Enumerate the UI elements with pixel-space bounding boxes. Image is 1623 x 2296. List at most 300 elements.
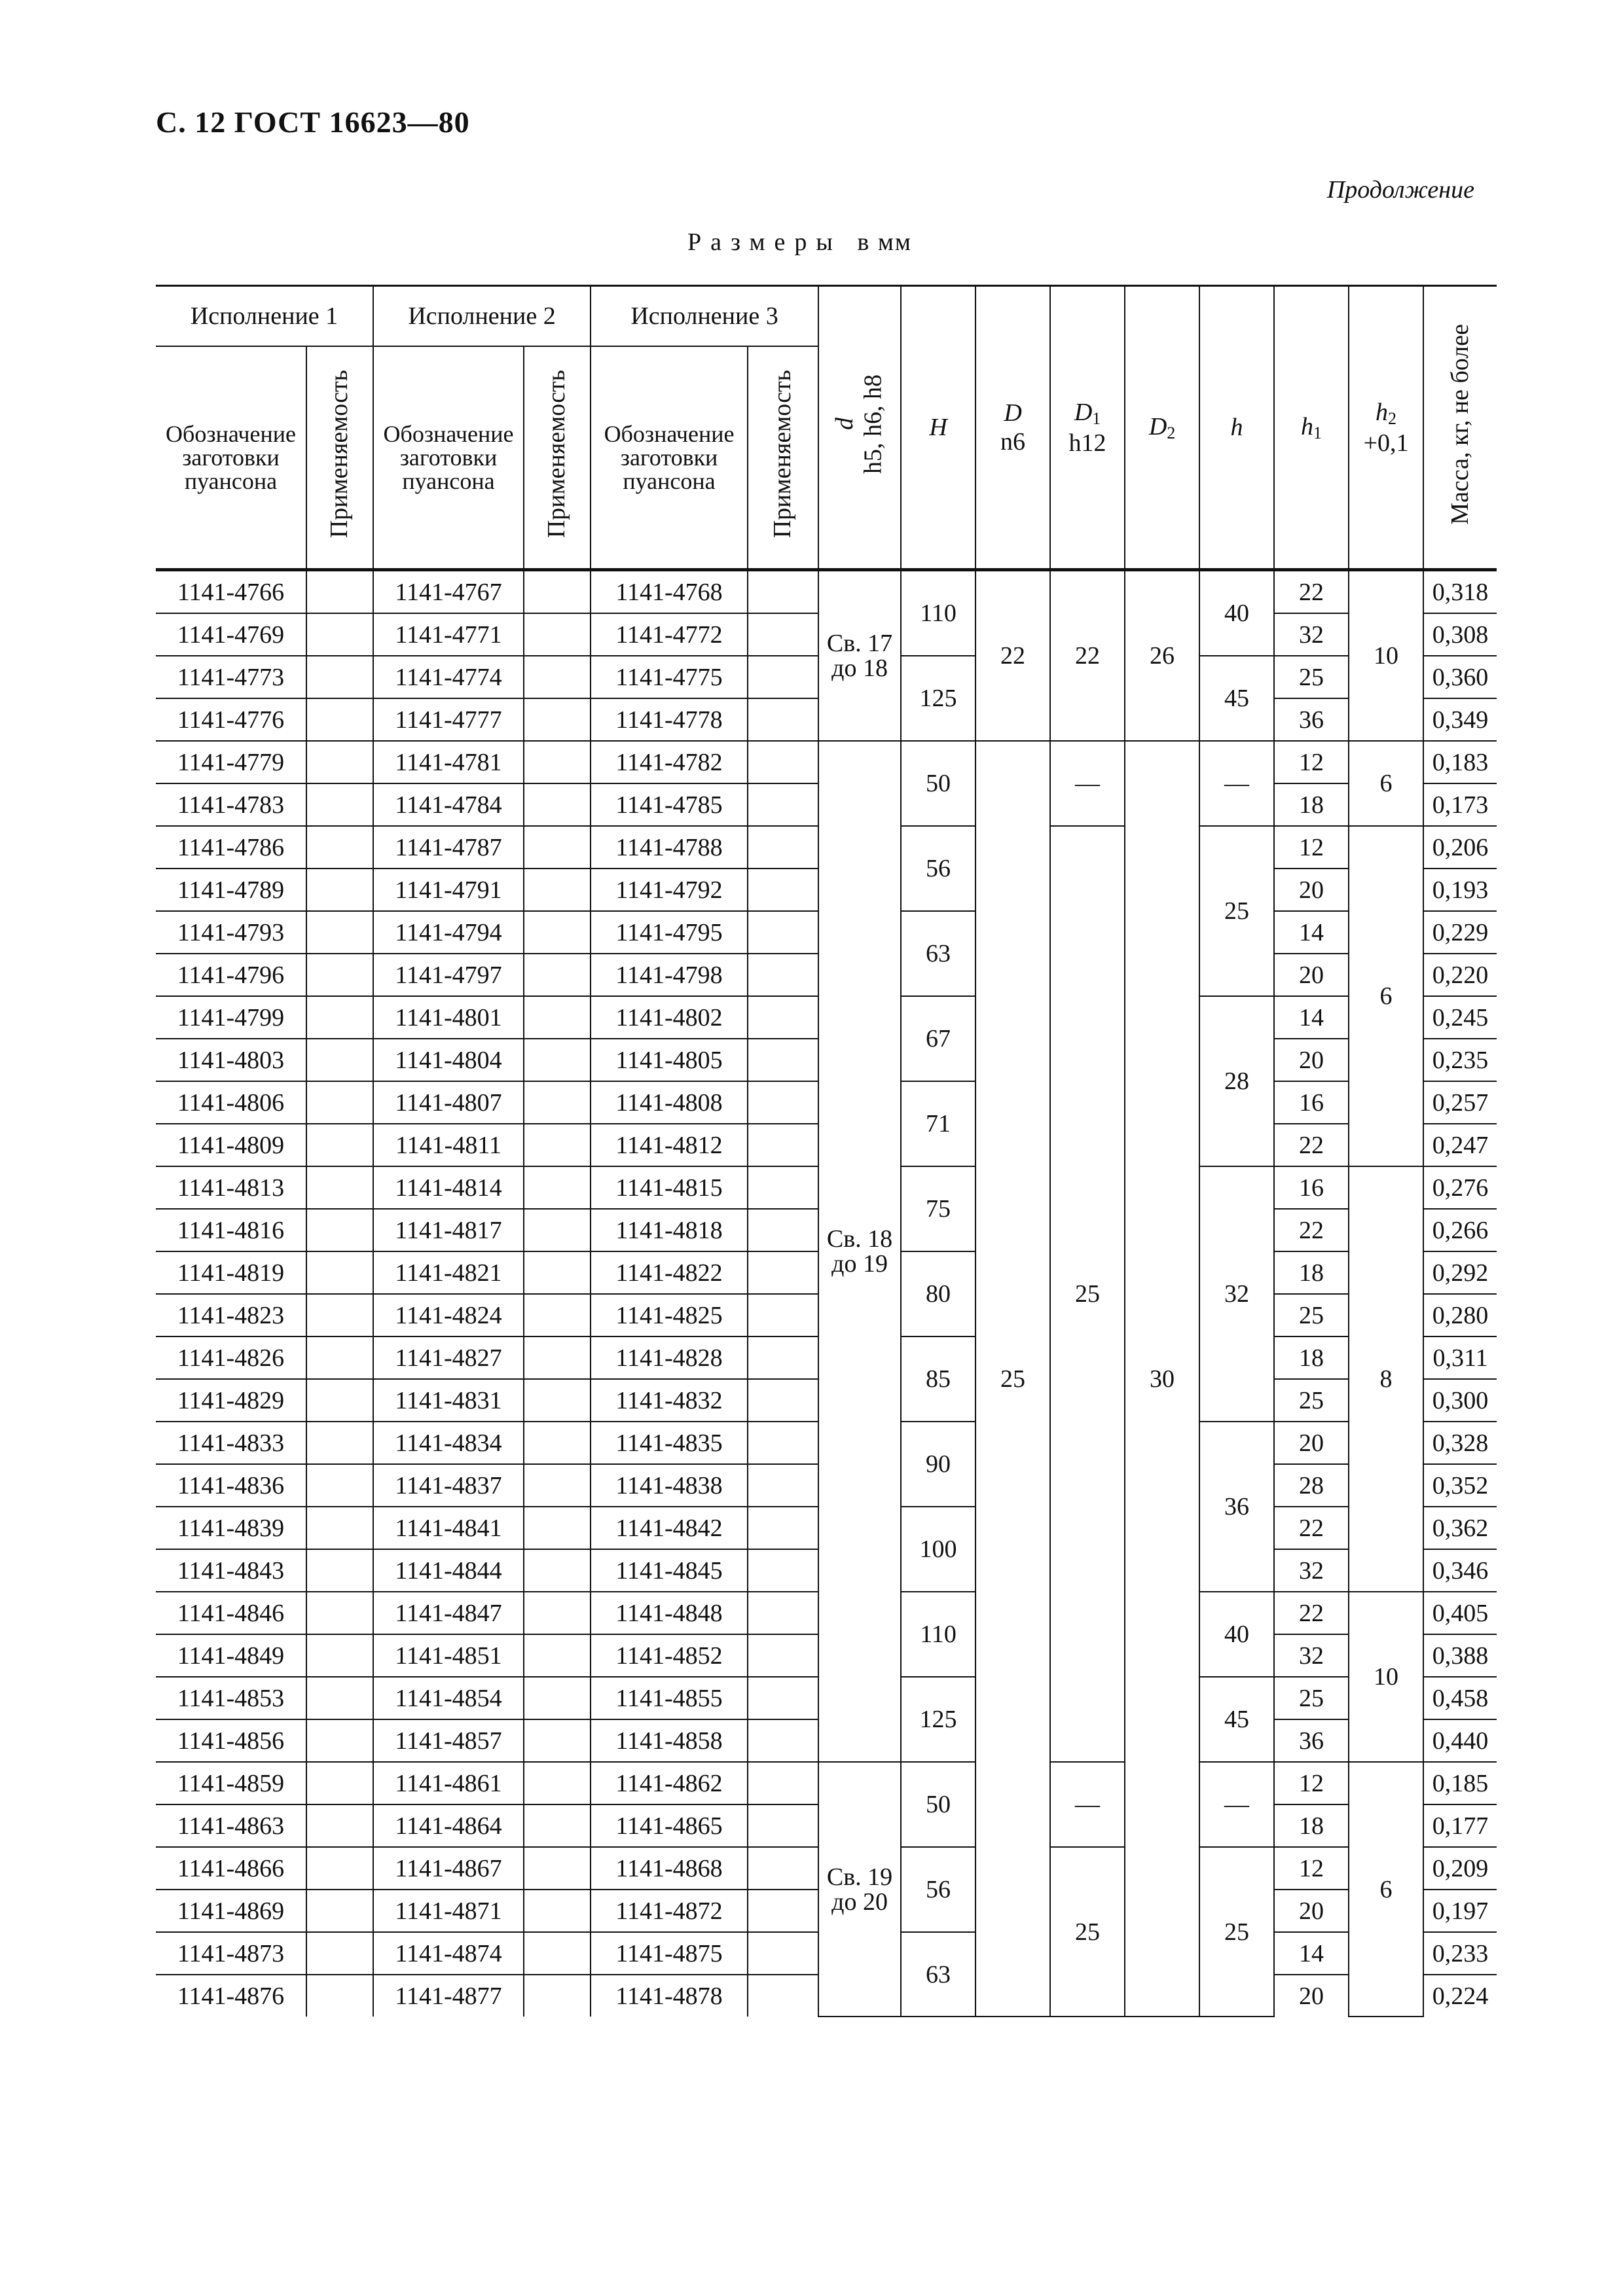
- designation-exec2: 1141-4844: [373, 1549, 524, 1592]
- designation-exec3: 1141-4858: [591, 1719, 748, 1762]
- applicability-exec1: [306, 869, 373, 911]
- designation-exec2: 1141-4771: [373, 613, 524, 656]
- applicability-exec2: [524, 1847, 591, 1890]
- applicability-exec1: [306, 656, 373, 698]
- cell-H: 50: [901, 1762, 976, 1847]
- designation-exec1: 1141-4809: [156, 1124, 306, 1166]
- cell-H: 56: [901, 1847, 976, 1932]
- cell-h1: 25: [1274, 1677, 1349, 1719]
- applicability-exec2: [524, 1634, 591, 1677]
- designation-exec2: 1141-4774: [373, 656, 524, 698]
- designation-exec1: 1141-4839: [156, 1507, 306, 1549]
- cell-mass: 0,245: [1423, 996, 1497, 1039]
- applicability-exec1: [306, 1975, 373, 2017]
- applicability-exec3: [748, 1251, 818, 1294]
- cell-h1: 20: [1274, 1890, 1349, 1932]
- cell-mass: 0,458: [1423, 1677, 1497, 1719]
- cell-mass: 0,183: [1423, 741, 1497, 783]
- header-h1: $h_1$: [1274, 286, 1349, 570]
- applicability-exec1: [306, 1124, 373, 1166]
- applicability-exec1: [306, 1804, 373, 1847]
- applicability-exec3: [748, 1592, 818, 1634]
- cell-D: 22: [976, 570, 1050, 742]
- designation-exec3: 1141-4772: [591, 613, 748, 656]
- designation-exec2: 1141-4824: [373, 1294, 524, 1336]
- applicability-exec2: [524, 911, 591, 954]
- applicability-exec1: [306, 1294, 373, 1336]
- cell-h1: 32: [1274, 1634, 1349, 1677]
- cell-mass: 0,280: [1423, 1294, 1497, 1336]
- applicability-exec1: [306, 1209, 373, 1251]
- header-h2: $h_2$ +0,1: [1349, 286, 1423, 570]
- applicability-exec3: [748, 1762, 818, 1804]
- applicability-exec3: [748, 1209, 818, 1251]
- applicability-exec2: [524, 1890, 591, 1932]
- cell-h1: 28: [1274, 1464, 1349, 1507]
- table-row: [156, 1762, 1497, 1804]
- designation-exec3: 1141-4818: [591, 1209, 748, 1251]
- designation-exec2: 1141-4874: [373, 1932, 524, 1975]
- applicability-exec1: [306, 1634, 373, 1677]
- applicability-exec1: [306, 1422, 373, 1464]
- header-designation-3: Обозначение заготовки пуансона: [591, 346, 748, 570]
- applicability-exec1: [306, 1166, 373, 1209]
- designation-exec1: 1141-4779: [156, 741, 306, 783]
- header-designation-1: Обозначение заготовки пуансона: [156, 346, 306, 570]
- cell-mass: 0,173: [1423, 783, 1497, 826]
- designation-exec1: 1141-4876: [156, 1975, 306, 2017]
- applicability-exec3: [748, 1039, 818, 1081]
- applicability-exec1: [306, 1890, 373, 1932]
- applicability-exec3: [748, 1081, 818, 1124]
- designation-exec3: 1141-4828: [591, 1336, 748, 1379]
- applicability-exec2: [524, 1039, 591, 1081]
- cell-h: 25: [1199, 826, 1274, 996]
- applicability-exec3: [748, 1336, 818, 1379]
- applicability-exec2: [524, 1379, 591, 1422]
- cell-h1: 12: [1274, 1847, 1349, 1890]
- cell-h1: 12: [1274, 741, 1349, 783]
- applicability-exec1: [306, 1592, 373, 1634]
- cell-mass: 0,206: [1423, 826, 1497, 869]
- applicability-exec3: [748, 911, 818, 954]
- applicability-exec3: [748, 1677, 818, 1719]
- applicability-exec1: [306, 1081, 373, 1124]
- applicability-exec1: [306, 1336, 373, 1379]
- applicability-exec3: [748, 1549, 818, 1592]
- cell-H: 67: [901, 996, 976, 1081]
- applicability-exec2: [524, 1166, 591, 1209]
- applicability-exec1: [306, 1677, 373, 1719]
- applicability-exec2: [524, 1336, 591, 1379]
- applicability-exec2: [524, 613, 591, 656]
- applicability-exec3: [748, 1422, 818, 1464]
- designation-exec3: 1141-4792: [591, 869, 748, 911]
- applicability-exec2: [524, 1975, 591, 2017]
- designation-exec1: 1141-4803: [156, 1039, 306, 1081]
- cell-d: Св. 17 до 18: [818, 570, 901, 742]
- designation-exec1: 1141-4789: [156, 869, 306, 911]
- designation-exec1: 1141-4813: [156, 1166, 306, 1209]
- cell-mass: 0,276: [1423, 1166, 1497, 1209]
- cell-mass: 0,224: [1423, 1975, 1497, 2017]
- applicability-exec3: [748, 570, 818, 614]
- designation-exec1: 1141-4793: [156, 911, 306, 954]
- cell-D1: —: [1050, 1762, 1125, 1847]
- cell-H: 125: [901, 656, 976, 741]
- designation-exec2: 1141-4807: [373, 1081, 524, 1124]
- cell-mass: 0,257: [1423, 1081, 1497, 1124]
- cell-mass: 0,233: [1423, 1932, 1497, 1975]
- applicability-exec2: [524, 1464, 591, 1507]
- applicability-exec3: [748, 783, 818, 826]
- cell-mass: 0,311: [1423, 1336, 1497, 1379]
- designation-exec2: 1141-4837: [373, 1464, 524, 1507]
- applicability-exec1: [306, 1932, 373, 1975]
- designation-exec3: 1141-4782: [591, 741, 748, 783]
- cell-h1: 18: [1274, 1336, 1349, 1379]
- designation-exec2: 1141-4834: [373, 1422, 524, 1464]
- applicability-exec2: [524, 1251, 591, 1294]
- page-header: С. 12 ГОСТ 16623—80: [156, 105, 470, 139]
- applicability-exec2: [524, 1507, 591, 1549]
- cell-D1: 25: [1050, 1847, 1125, 2017]
- applicability-exec3: [748, 1294, 818, 1336]
- designation-exec1: 1141-4849: [156, 1634, 306, 1677]
- designation-exec1: 1141-4776: [156, 698, 306, 741]
- cell-h: —: [1199, 741, 1274, 826]
- designation-exec2: 1141-4781: [373, 741, 524, 783]
- applicability-exec2: [524, 1549, 591, 1592]
- applicability-exec2: [524, 1592, 591, 1634]
- designation-exec1: 1141-4773: [156, 656, 306, 698]
- designation-exec3: 1141-4778: [591, 698, 748, 741]
- units-label: Размеры: [687, 228, 842, 256]
- cell-d: Св. 18 до 19: [818, 741, 901, 1762]
- applicability-exec3: [748, 1124, 818, 1166]
- applicability-exec2: [524, 1677, 591, 1719]
- cell-h1: 25: [1274, 656, 1349, 698]
- designation-exec3: 1141-4815: [591, 1166, 748, 1209]
- cell-h1: 12: [1274, 1762, 1349, 1804]
- header-mass: Масса, кг, не более: [1423, 286, 1497, 570]
- cell-H: 56: [901, 826, 976, 911]
- header-D2: $D_2$: [1125, 286, 1199, 570]
- cell-mass: 0,177: [1423, 1804, 1497, 1847]
- applicability-exec1: [306, 826, 373, 869]
- cell-h: 32: [1199, 1166, 1274, 1422]
- cell-H: 63: [901, 1932, 976, 2017]
- applicability-exec2: [524, 826, 591, 869]
- designation-exec2: 1141-4851: [373, 1634, 524, 1677]
- cell-mass: 0,328: [1423, 1422, 1497, 1464]
- designation-exec3: 1141-4798: [591, 954, 748, 996]
- designation-exec3: 1141-4812: [591, 1124, 748, 1166]
- header-applicability-2: Применяемость: [524, 346, 591, 570]
- applicability-exec1: [306, 954, 373, 996]
- applicability-exec3: [748, 1719, 818, 1762]
- designation-exec2: 1141-4861: [373, 1762, 524, 1804]
- cell-mass: 0,197: [1423, 1890, 1497, 1932]
- designation-exec1: 1141-4816: [156, 1209, 306, 1251]
- cell-h1: 14: [1274, 996, 1349, 1039]
- applicability-exec1: [306, 1719, 373, 1762]
- units-caption: [687, 228, 912, 257]
- cell-H: 100: [901, 1507, 976, 1592]
- applicability-exec3: [748, 1166, 818, 1209]
- header-D: D n6: [976, 286, 1050, 570]
- cell-h1: 22: [1274, 1592, 1349, 1634]
- cell-H: 71: [901, 1081, 976, 1166]
- applicability-exec1: [306, 1847, 373, 1890]
- applicability-exec3: [748, 1507, 818, 1549]
- cell-mass: 0,300: [1423, 1379, 1497, 1422]
- designation-exec2: 1141-4841: [373, 1507, 524, 1549]
- designation-exec1: 1141-4863: [156, 1804, 306, 1847]
- applicability-exec3: [748, 741, 818, 783]
- designation-exec1: 1141-4856: [156, 1719, 306, 1762]
- cell-mass: 0,308: [1423, 613, 1497, 656]
- designation-exec2: 1141-4794: [373, 911, 524, 954]
- applicability-exec2: [524, 1422, 591, 1464]
- header-D1: $D_1$ h12: [1050, 286, 1125, 570]
- designation-exec2: 1141-4867: [373, 1847, 524, 1890]
- designation-exec3: 1141-4825: [591, 1294, 748, 1336]
- designation-exec1: 1141-4869: [156, 1890, 306, 1932]
- applicability-exec2: [524, 1294, 591, 1336]
- designation-exec1: 1141-4833: [156, 1422, 306, 1464]
- designation-exec2: 1141-4767: [373, 570, 524, 614]
- designation-exec2: 1141-4864: [373, 1804, 524, 1847]
- applicability-exec3: [748, 996, 818, 1039]
- cell-h1: 36: [1274, 1719, 1349, 1762]
- cell-h2: 6: [1349, 1762, 1423, 2017]
- designation-exec3: 1141-4822: [591, 1251, 748, 1294]
- applicability-exec1: [306, 1549, 373, 1592]
- designation-exec1: 1141-4799: [156, 996, 306, 1039]
- designation-exec3: 1141-4785: [591, 783, 748, 826]
- cell-mass: 0,346: [1423, 1549, 1497, 1592]
- designation-exec3: 1141-4838: [591, 1464, 748, 1507]
- applicability-exec3: [748, 613, 818, 656]
- cell-h: 45: [1199, 1677, 1274, 1762]
- designation-exec1: 1141-4853: [156, 1677, 306, 1719]
- designation-exec1: 1141-4843: [156, 1549, 306, 1592]
- cell-mass: 0,229: [1423, 911, 1497, 954]
- designation-exec1: 1141-4806: [156, 1081, 306, 1124]
- cell-h: 28: [1199, 996, 1274, 1166]
- designation-exec1: 1141-4866: [156, 1847, 306, 1890]
- cell-D1: —: [1050, 741, 1125, 826]
- cell-H: 90: [901, 1422, 976, 1507]
- applicability-exec2: [524, 996, 591, 1039]
- designation-exec3: 1141-4848: [591, 1592, 748, 1634]
- cell-mass: 0,440: [1423, 1719, 1497, 1762]
- cell-mass: 0,388: [1423, 1634, 1497, 1677]
- applicability-exec3: [748, 1847, 818, 1890]
- designation-exec2: 1141-4847: [373, 1592, 524, 1634]
- designation-exec3: 1141-4878: [591, 1975, 748, 2017]
- designation-exec2: 1141-4817: [373, 1209, 524, 1251]
- designation-exec3: 1141-4845: [591, 1549, 748, 1592]
- applicability-exec2: [524, 954, 591, 996]
- cell-h: 36: [1199, 1422, 1274, 1592]
- designation-exec2: 1141-4791: [373, 869, 524, 911]
- designation-exec1: 1141-4769: [156, 613, 306, 656]
- cell-h1: 20: [1274, 1422, 1349, 1464]
- cell-mass: 0,220: [1423, 954, 1497, 996]
- designation-exec3: 1141-4788: [591, 826, 748, 869]
- applicability-exec2: [524, 741, 591, 783]
- header-execution-3: Исполнение 3: [591, 286, 818, 347]
- cell-H: 50: [901, 741, 976, 826]
- header-applicability-1: Применяемость: [306, 346, 373, 570]
- applicability-exec3: [748, 1634, 818, 1677]
- applicability-exec3: [748, 826, 818, 869]
- cell-h1: 20: [1274, 869, 1349, 911]
- cell-mass: 0,362: [1423, 1507, 1497, 1549]
- cell-d: Св. 19 до 20: [818, 1762, 901, 2017]
- designation-exec1: 1141-4819: [156, 1251, 306, 1294]
- cell-mass: 0,193: [1423, 869, 1497, 911]
- designation-exec2: 1141-4804: [373, 1039, 524, 1081]
- cell-H: 110: [901, 570, 976, 656]
- applicability-exec3: [748, 1932, 818, 1975]
- cell-h: 40: [1199, 1592, 1274, 1677]
- applicability-exec2: [524, 1124, 591, 1166]
- applicability-exec3: [748, 869, 818, 911]
- applicability-exec1: [306, 1251, 373, 1294]
- cell-h2: 8: [1349, 1166, 1423, 1592]
- cell-mass: 0,349: [1423, 698, 1497, 741]
- cell-h1: 16: [1274, 1081, 1349, 1124]
- designation-exec2: 1141-4797: [373, 954, 524, 996]
- applicability-exec2: [524, 1081, 591, 1124]
- designation-exec2: 1141-4814: [373, 1166, 524, 1209]
- cell-h1: 14: [1274, 1932, 1349, 1975]
- applicability-exec2: [524, 1209, 591, 1251]
- applicability-exec1: [306, 741, 373, 783]
- cell-h1: 32: [1274, 1549, 1349, 1592]
- designation-exec3: 1141-4875: [591, 1932, 748, 1975]
- applicability-exec3: [748, 1975, 818, 2017]
- cell-mass: 0,235: [1423, 1039, 1497, 1081]
- designation-exec2: 1141-4871: [373, 1890, 524, 1932]
- cell-mass: 0,185: [1423, 1762, 1497, 1804]
- designation-exec1: 1141-4786: [156, 826, 306, 869]
- designation-exec3: 1141-4872: [591, 1890, 748, 1932]
- applicability-exec1: [306, 1762, 373, 1804]
- designation-exec3: 1141-4835: [591, 1422, 748, 1464]
- continuation-label: Продолжение: [1326, 176, 1474, 204]
- cell-D1: 22: [1050, 570, 1125, 742]
- cell-h1: 22: [1274, 1507, 1349, 1549]
- cell-H: 75: [901, 1166, 976, 1251]
- units-value: в мм: [857, 228, 912, 256]
- designation-exec2: 1141-4801: [373, 996, 524, 1039]
- cell-h1: 18: [1274, 1804, 1349, 1847]
- designation-exec1: 1141-4796: [156, 954, 306, 996]
- cell-mass: 0,247: [1423, 1124, 1497, 1166]
- designation-exec3: 1141-4775: [591, 656, 748, 698]
- designation-exec2: 1141-4877: [373, 1975, 524, 2017]
- cell-h1: 12: [1274, 826, 1349, 869]
- applicability-exec2: [524, 1804, 591, 1847]
- designation-exec3: 1141-4865: [591, 1804, 748, 1847]
- header-applicability-3: Применяемость: [748, 346, 818, 570]
- applicability-exec3: [748, 1804, 818, 1847]
- cell-h1: 32: [1274, 613, 1349, 656]
- applicability-exec3: [748, 1890, 818, 1932]
- applicability-exec1: [306, 911, 373, 954]
- cell-h1: 22: [1274, 1124, 1349, 1166]
- cell-h1: 25: [1274, 1379, 1349, 1422]
- cell-h2: 10: [1349, 570, 1423, 742]
- cell-h2: 6: [1349, 826, 1423, 1166]
- header-H: H: [901, 286, 976, 570]
- cell-D: 25: [976, 741, 1050, 2017]
- applicability-exec1: [306, 1379, 373, 1422]
- cell-h1: 16: [1274, 1166, 1349, 1209]
- cell-D1: 25: [1050, 826, 1125, 1762]
- applicability-exec1: [306, 1507, 373, 1549]
- designation-exec1: 1141-4823: [156, 1294, 306, 1336]
- header-execution-1: Исполнение 1: [156, 286, 373, 347]
- cell-h1: 18: [1274, 1251, 1349, 1294]
- designation-exec3: 1141-4808: [591, 1081, 748, 1124]
- designation-exec1: 1141-4766: [156, 570, 306, 614]
- cell-h1: 22: [1274, 570, 1349, 614]
- cell-h: 25: [1199, 1847, 1274, 2017]
- cell-mass: 0,318: [1423, 570, 1497, 614]
- designation-exec1: 1141-4873: [156, 1932, 306, 1975]
- cell-h1: 14: [1274, 911, 1349, 954]
- cell-H: 125: [901, 1677, 976, 1762]
- designation-exec2: 1141-4784: [373, 783, 524, 826]
- cell-h1: 20: [1274, 1975, 1349, 2017]
- designation-exec2: 1141-4811: [373, 1124, 524, 1166]
- designation-exec2: 1141-4787: [373, 826, 524, 869]
- applicability-exec3: [748, 954, 818, 996]
- applicability-exec1: [306, 1464, 373, 1507]
- applicability-exec1: [306, 570, 373, 614]
- applicability-exec2: [524, 1932, 591, 1975]
- table-row: [156, 741, 1497, 783]
- designation-exec3: 1141-4768: [591, 570, 748, 614]
- designation-exec1: 1141-4829: [156, 1379, 306, 1422]
- header-h: h: [1199, 286, 1274, 570]
- designation-exec3: 1141-4795: [591, 911, 748, 954]
- applicability-exec3: [748, 1464, 818, 1507]
- applicability-exec1: [306, 1039, 373, 1081]
- applicability-exec3: [748, 1379, 818, 1422]
- designation-exec1: 1141-4783: [156, 783, 306, 826]
- applicability-exec2: [524, 1719, 591, 1762]
- cell-H: 63: [901, 911, 976, 996]
- applicability-exec3: [748, 698, 818, 741]
- applicability-exec1: [306, 698, 373, 741]
- applicability-exec3: [748, 656, 818, 698]
- cell-h2: 10: [1349, 1592, 1423, 1762]
- dimensions-table: [156, 285, 1497, 2017]
- header-execution-2: Исполнение 2: [373, 286, 591, 347]
- designation-exec2: 1141-4831: [373, 1379, 524, 1422]
- cell-mass: 0,266: [1423, 1209, 1497, 1251]
- designation-exec2: 1141-4827: [373, 1336, 524, 1379]
- applicability-exec1: [306, 613, 373, 656]
- cell-D2: 26: [1125, 570, 1199, 742]
- designation-exec2: 1141-4821: [373, 1251, 524, 1294]
